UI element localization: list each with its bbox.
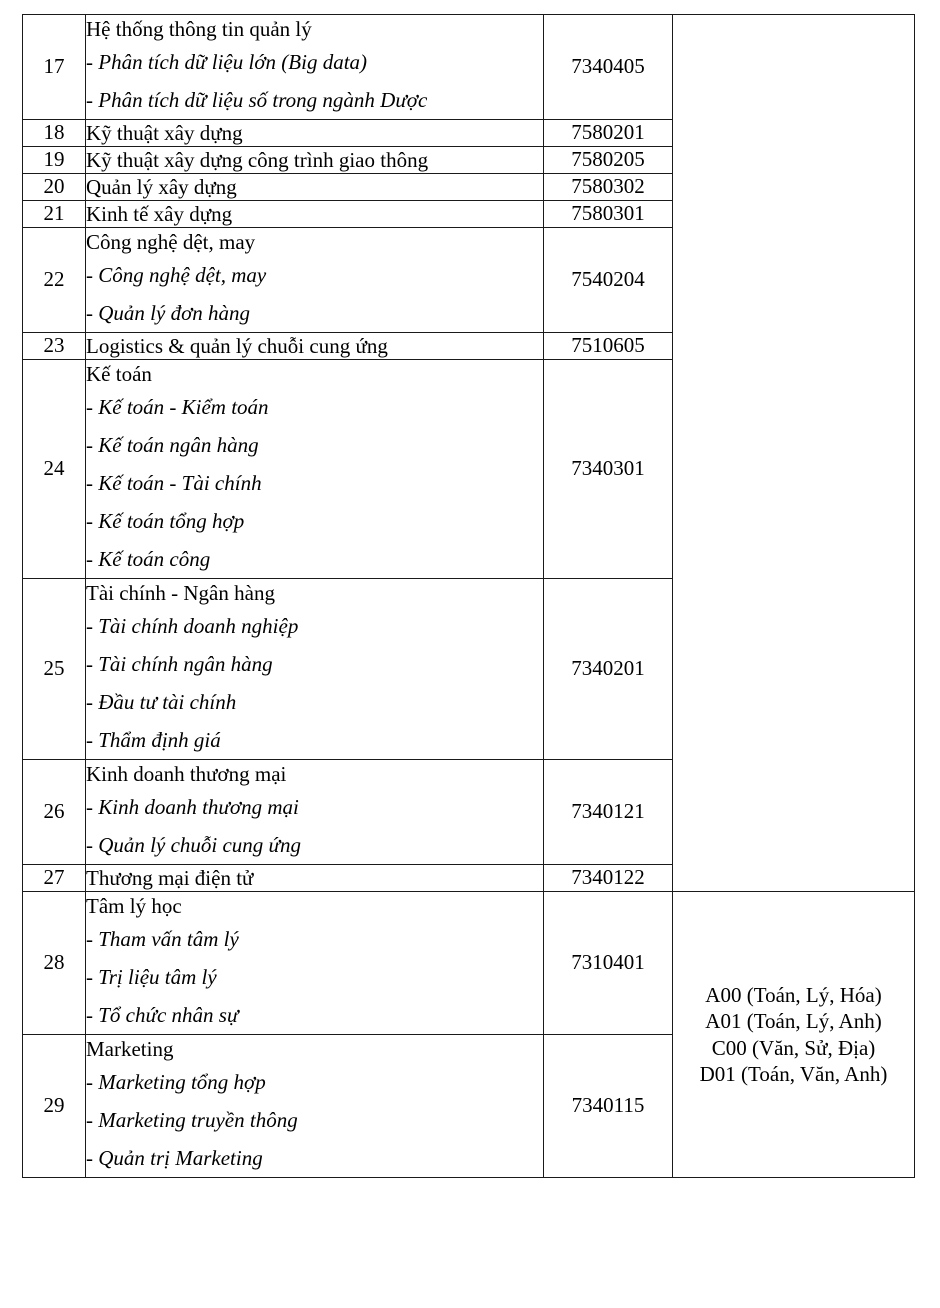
major-title: Thương mại điện tử bbox=[86, 866, 254, 890]
major-specialization: - Trị liệu tâm lý bbox=[86, 965, 217, 989]
major-specialization: - Quản lý đơn hàng bbox=[86, 301, 251, 325]
major-name-cell bbox=[86, 360, 544, 579]
major-code-cell: 7510605 bbox=[544, 333, 673, 360]
major-specialization: - Phân tích dữ liệu số trong ngành Dược bbox=[86, 88, 428, 112]
combination-line: A00 (Toán, Lý, Hóa) bbox=[705, 982, 882, 1007]
major-title: Kinh doanh thương mại bbox=[86, 762, 287, 786]
admission-combination-cell bbox=[673, 892, 915, 1178]
major-specialization: - Kế toán công bbox=[86, 547, 211, 571]
major-code-cell: 7310401 bbox=[544, 892, 673, 1035]
major-code-cell: 7340115 bbox=[544, 1035, 673, 1178]
row-index-cell: 29 bbox=[23, 1035, 86, 1178]
row-index-cell: 22 bbox=[23, 228, 86, 333]
major-code-cell: 7340301 bbox=[544, 360, 673, 579]
table-row bbox=[23, 15, 915, 120]
major-code-cell: 7340121 bbox=[544, 760, 673, 865]
major-title: Marketing bbox=[86, 1037, 174, 1061]
major-title: Kế toán bbox=[86, 362, 152, 386]
major-title: Kỹ thuật xây dựng bbox=[86, 121, 243, 145]
row-index-cell: 26 bbox=[23, 760, 86, 865]
combination-line: D01 (Toán, Văn, Anh) bbox=[699, 1061, 888, 1086]
major-code-cell: 7580201 bbox=[544, 120, 673, 147]
major-specialization: - Phân tích dữ liệu lớn (Big data) bbox=[86, 50, 368, 74]
admission-combination-cell bbox=[673, 15, 915, 892]
major-specialization: - Kế toán tổng hợp bbox=[86, 509, 245, 533]
row-index-cell: 17 bbox=[23, 15, 86, 120]
majors-table-body bbox=[23, 15, 915, 1178]
major-specialization: - Quản trị Marketing bbox=[86, 1146, 263, 1170]
major-title: Kinh tế xây dựng bbox=[86, 202, 233, 226]
major-title: Công nghệ dệt, may bbox=[86, 230, 256, 254]
major-specialization: - Tổ chức nhân sự bbox=[86, 1003, 239, 1027]
major-name-cell bbox=[86, 865, 544, 892]
major-code-cell: 7580301 bbox=[544, 201, 673, 228]
major-specialization: - Kế toán - Tài chính bbox=[86, 471, 262, 495]
major-code-cell: 7340201 bbox=[544, 579, 673, 760]
major-code-cell: 7340122 bbox=[544, 865, 673, 892]
row-index-cell: 19 bbox=[23, 147, 86, 174]
major-specialization: - Thẩm định giá bbox=[86, 728, 221, 752]
major-name-cell bbox=[86, 120, 544, 147]
major-name-cell bbox=[86, 15, 544, 120]
major-specialization: - Đầu tư tài chính bbox=[86, 690, 237, 714]
major-title: Tâm lý học bbox=[86, 894, 182, 918]
major-code-cell: 7340405 bbox=[544, 15, 673, 120]
major-code-cell: 7580302 bbox=[544, 174, 673, 201]
major-name-cell bbox=[86, 228, 544, 333]
row-index-cell: 21 bbox=[23, 201, 86, 228]
table-row bbox=[23, 892, 915, 1035]
major-name-cell bbox=[86, 892, 544, 1035]
combination-line: C00 (Văn, Sử, Địa) bbox=[711, 1035, 876, 1060]
major-specialization: - Marketing tổng hợp bbox=[86, 1070, 266, 1094]
major-title: Logistics & quản lý chuỗi cung ứng bbox=[86, 334, 388, 358]
major-specialization: - Kế toán ngân hàng bbox=[86, 433, 259, 457]
major-title: Kỹ thuật xây dựng công trình giao thông bbox=[86, 148, 429, 172]
major-title: Hệ thống thông tin quản lý bbox=[86, 17, 312, 41]
major-code-cell: 7540204 bbox=[544, 228, 673, 333]
major-name-cell bbox=[86, 1035, 544, 1178]
major-specialization: - Công nghệ dệt, may bbox=[86, 263, 267, 287]
majors-table bbox=[22, 14, 915, 1178]
major-name-cell bbox=[86, 147, 544, 174]
combination-line: A01 (Toán, Lý, Anh) bbox=[705, 1009, 882, 1034]
major-title: Tài chính - Ngân hàng bbox=[86, 581, 275, 605]
major-specialization: - Kế toán - Kiểm toán bbox=[86, 395, 269, 419]
major-name-cell bbox=[86, 333, 544, 360]
major-specialization: - Kinh doanh thương mại bbox=[86, 795, 299, 819]
major-specialization: - Tài chính ngân hàng bbox=[86, 652, 273, 676]
major-name-cell bbox=[86, 760, 544, 865]
row-index-cell: 25 bbox=[23, 579, 86, 760]
row-index-cell: 23 bbox=[23, 333, 86, 360]
major-title: Quản lý xây dựng bbox=[86, 175, 237, 199]
major-specialization: - Marketing truyền thông bbox=[86, 1108, 298, 1132]
major-specialization: - Tham vấn tâm lý bbox=[86, 927, 239, 951]
major-name-cell bbox=[86, 174, 544, 201]
row-index-cell: 20 bbox=[23, 174, 86, 201]
row-index-cell: 24 bbox=[23, 360, 86, 579]
major-code-cell: 7580205 bbox=[544, 147, 673, 174]
major-specialization: - Tài chính doanh nghiệp bbox=[86, 614, 299, 638]
row-index-cell: 27 bbox=[23, 865, 86, 892]
major-name-cell bbox=[86, 201, 544, 228]
major-specialization: - Quản lý chuỗi cung ứng bbox=[86, 833, 301, 857]
row-index-cell: 18 bbox=[23, 120, 86, 147]
major-name-cell bbox=[86, 579, 544, 760]
row-index-cell: 28 bbox=[23, 892, 86, 1035]
